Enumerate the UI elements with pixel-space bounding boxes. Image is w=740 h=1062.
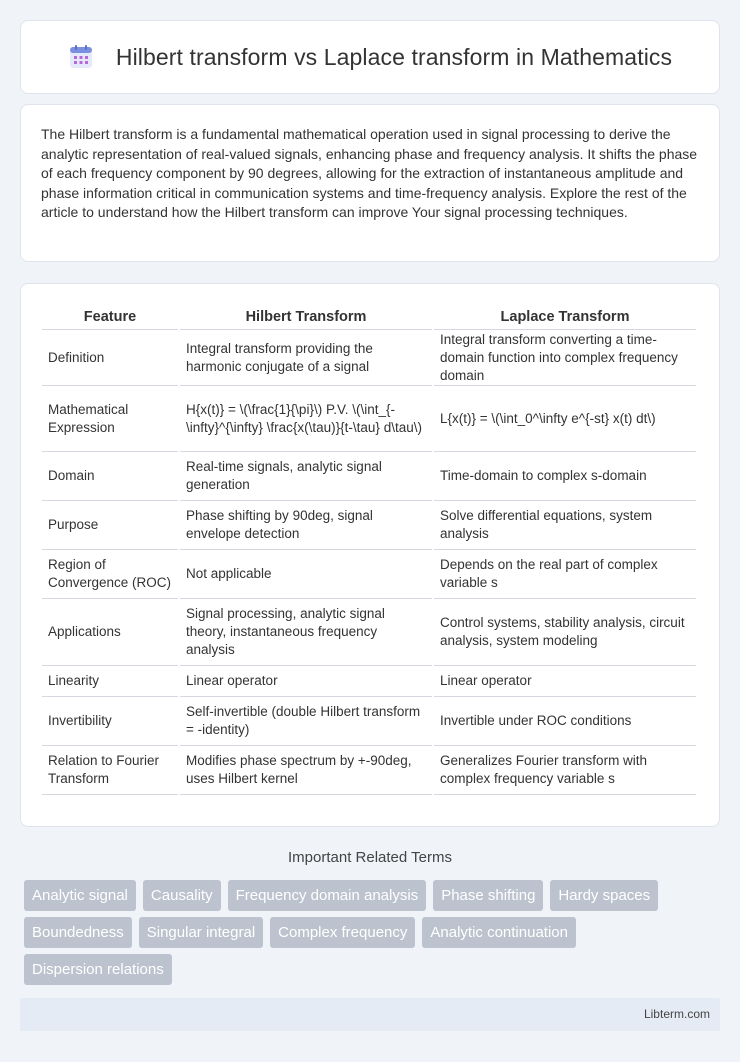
- table-row: [42, 452, 696, 501]
- header-card: [20, 20, 720, 94]
- related-term-tag[interactable]: Frequency domain analysis: [228, 880, 427, 911]
- feature-cell: Invertibility: [42, 697, 178, 746]
- hilbert-cell: Real-time signals, analytic signal generation: [180, 452, 432, 501]
- table-row: [42, 386, 696, 452]
- laplace-cell: Control systems, stability analysis, circuit analysis, system modeling: [434, 599, 696, 666]
- laplace-cell: Depends on the real part of complex variable s: [434, 550, 696, 599]
- related-term-tag[interactable]: Analytic continuation: [422, 917, 576, 948]
- related-term-tag[interactable]: Analytic signal: [24, 880, 136, 911]
- related-term-tag[interactable]: Hardy spaces: [550, 880, 658, 911]
- page-title: Hilbert transform vs Laplace transform in Mathematics: [115, 43, 673, 70]
- table-row: [42, 697, 696, 746]
- related-terms-list: [24, 880, 704, 991]
- table-row: [42, 550, 696, 599]
- table-row: [42, 666, 696, 697]
- table-header-row: [42, 304, 696, 330]
- footer-site-link[interactable]: Libterm.com: [643, 1007, 710, 1021]
- header: [68, 44, 672, 71]
- header-feature: Feature: [42, 304, 178, 330]
- related-term-tag[interactable]: Singular integral: [139, 917, 263, 948]
- hilbert-cell: Modifies phase spectrum by +-90deg, uses Hilbert kernel: [180, 746, 432, 795]
- related-terms-title: Important Related Terms: [288, 849, 452, 866]
- laplace-cell: Invertible under ROC conditions: [434, 697, 696, 746]
- hilbert-cell: Not applicable: [180, 550, 432, 599]
- feature-cell: Linearity: [42, 666, 178, 697]
- hilbert-cell: Self-invertible (double Hilbert transform = -identity): [180, 697, 432, 746]
- header-hilbert: Hilbert Transform: [180, 304, 432, 330]
- feature-cell: Applications: [42, 599, 178, 666]
- table-row: [42, 330, 696, 386]
- footer: [20, 998, 720, 1031]
- laplace-cell: L{x(t)} = \(\int_0^\infty e^{-st} x(t) dt\): [434, 386, 696, 452]
- hilbert-cell: Linear operator: [180, 666, 432, 697]
- calendar-icon: [68, 44, 94, 70]
- hilbert-cell: Integral transform providing the harmonic conjugate of a signal: [180, 330, 432, 386]
- laplace-cell: Linear operator: [434, 666, 696, 697]
- feature-cell: Definition: [42, 330, 178, 386]
- feature-cell: Domain: [42, 452, 178, 501]
- related-term-tag[interactable]: Complex frequency: [270, 917, 415, 948]
- related-term-tag[interactable]: Phase shifting: [433, 880, 543, 911]
- related-term-tag[interactable]: Causality: [143, 880, 221, 911]
- hilbert-cell: H{x(t)} = \(\frac{1}{\pi}\) P.V. \(\int_{-\infty}^{\infty} \frac{x(\tau)}{t-\tau} d\tau\): [180, 386, 432, 452]
- feature-cell: Region of Convergence (ROC): [42, 550, 178, 599]
- hilbert-cell: Phase shifting by 90deg, signal envelope detection: [180, 501, 432, 550]
- laplace-cell: Time-domain to complex s-domain: [434, 452, 696, 501]
- intro-text: The Hilbert transform is a fundamental mathematical operation used in signal processing to derive the analytic representation of real-valued signals, enhancing phase and frequency analysis. It shifts the phase of each frequency component by 90 degrees, allowing for the extraction of instantaneous amplitude and phase information critical in communication systems and time-frequency analysis. Explore the rest of the article to understand how the Hilbert transform can improve Your signal processing techniques.: [41, 126, 698, 221]
- feature-cell: Purpose: [42, 501, 178, 550]
- table-row: [42, 501, 696, 550]
- hilbert-cell: Signal processing, analytic signal theory, instantaneous frequency analysis: [180, 599, 432, 666]
- feature-cell: Mathematical Expression: [42, 386, 178, 452]
- feature-cell: Relation to Fourier Transform: [42, 746, 178, 795]
- laplace-cell: Solve differential equations, system analysis: [434, 501, 696, 550]
- table-row: [42, 746, 696, 795]
- comparison-table-card: [20, 283, 720, 827]
- laplace-cell: Integral transform converting a time-domain function into complex frequency domain: [434, 330, 696, 386]
- comparison-table: [40, 304, 698, 795]
- intro-card: [20, 104, 720, 262]
- related-term-tag[interactable]: Dispersion relations: [24, 954, 172, 985]
- related-term-tag[interactable]: Boundedness: [24, 917, 132, 948]
- header-laplace: Laplace Transform: [434, 304, 696, 330]
- laplace-cell: Generalizes Fourier transform with complex frequency variable s: [434, 746, 696, 795]
- table-row: [42, 599, 696, 666]
